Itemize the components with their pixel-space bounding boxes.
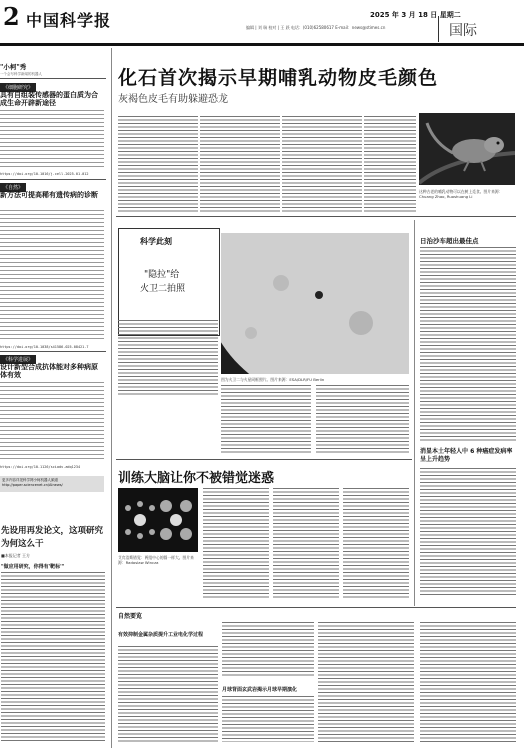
article-text-block [282, 116, 362, 214]
right-divider [414, 220, 415, 606]
page-number: 2 [3, 2, 20, 31]
header-rule [0, 43, 524, 46]
item-title: 设计新型合成抗体能对多种病原体有效 [0, 362, 98, 379]
doi-link[interactable]: https://doi.org/10.1126/sciadv.adq1234 [0, 465, 81, 469]
bottom-section-label: 自然要览 [118, 613, 143, 620]
lower-left-quote: "做应用研究，你得有'靶标'" [1, 564, 65, 570]
article-text-block [118, 646, 218, 742]
second-headline: 训练大脑让你不被错觉迷惑 [118, 471, 275, 486]
mars-photo [221, 233, 409, 374]
lower-left-author: ■本报记者 王方 [1, 553, 31, 558]
science-now-line2: 火卫二拍照 [140, 284, 186, 294]
doi-link[interactable]: https://doi.org/10.1038/s41586-025-08421-7 [0, 345, 89, 349]
article-text-block [420, 468, 516, 596]
section-rule [116, 607, 516, 608]
illusion-image [118, 488, 198, 552]
mars-caption: 图为火卫二与火星同框照片。图片来源：ESA/DLR/FU Berlin [221, 377, 325, 382]
section-rule [116, 216, 516, 217]
column-title: "小柯"秀 [0, 63, 27, 71]
article-text-block [0, 382, 104, 462]
editor-contact: 编辑 | 刘 瑞 校对 | 王 跃 电话：(010)62580617 E-mail：news@stimes.cn [246, 25, 386, 30]
article-text-block [0, 210, 104, 342]
column-divider [111, 48, 112, 748]
section-label: 国际 [449, 23, 477, 39]
article-text-block [420, 622, 516, 742]
article-text-block [1, 572, 105, 742]
right-story2-title: 消显本土年轻人中 6 种癌症发病率呈上升趋势 [420, 448, 513, 463]
ebbinghaus-illusion [118, 488, 198, 552]
article-text-block [0, 110, 104, 170]
item-tag: 《科学进展》 [0, 355, 36, 364]
science-now-label: 科学此刻 [140, 237, 172, 246]
item-tag: 《自然》 [0, 183, 26, 192]
article-text-block [222, 622, 314, 678]
lower-left-title: 先设用再发论文，这项研究为何这么干 [1, 526, 104, 549]
bottom-article2-title: 月球背面玄武岩揭示月球早期演化 [222, 687, 298, 693]
mammal-illustration [419, 113, 515, 185]
article-text-block [364, 116, 416, 214]
issue-date: 2025 年 3 月 18 日 星期二 [370, 11, 461, 19]
photo-caption: 这种古老的哺乳动物可以在树上觅食。图片来源：Chuang Zhao, Ruoshuang Li [419, 189, 503, 199]
doi-link[interactable]: https://doi.org/10.1016/j.cell.2025.01.012 [0, 172, 89, 176]
article-text-block [118, 116, 198, 214]
newspaper-name: 中国科学报 [26, 11, 112, 30]
fossil-photo [419, 113, 515, 185]
mars-surface-image [221, 233, 409, 374]
right-story1-title: 日治沙车超出最佳点 [420, 237, 479, 245]
article-text-block [222, 696, 314, 742]
footer-note: 更多内容详见科学网小柯机器人频道 http://paper.sciencenet.cn/AInews/ [0, 476, 104, 492]
article-text-block [420, 247, 516, 442]
bottom-article1-title: 有效抑制金属杂质提升工业电化学过程 [118, 632, 204, 638]
main-headline: 化石首次揭示早期哺乳动物皮毛颜色 [118, 67, 439, 89]
article-text-block [118, 320, 218, 395]
article-text-block [318, 622, 414, 742]
science-now-line1: "隐拉"给 [144, 270, 180, 280]
section-rule [116, 459, 412, 460]
main-subheadline: 灰褐色皮毛有助躲避恐龙 [118, 94, 228, 105]
item-tag: 《细胞研究》 [0, 83, 36, 92]
illusion-caption: 艾宾浩斯错觉：两组中心的圆一样大。图片来源：Radoslaw Wincza [118, 555, 194, 565]
article-text-block [200, 116, 280, 214]
article-text-block [273, 488, 339, 598]
left-column [0, 48, 106, 498]
article-text-block [316, 385, 409, 455]
article-text-block [203, 488, 269, 598]
item-title: 新方法可提高稀有遗传病的诊断 [0, 190, 98, 199]
column-subtitle: 一个会写科学新闻的机器人 [0, 72, 42, 76]
item-title: 具有自组装传感器的蛋白质为合成生命开辟新途径 [0, 90, 98, 107]
article-text-block [343, 488, 409, 598]
article-text-block [221, 385, 311, 455]
